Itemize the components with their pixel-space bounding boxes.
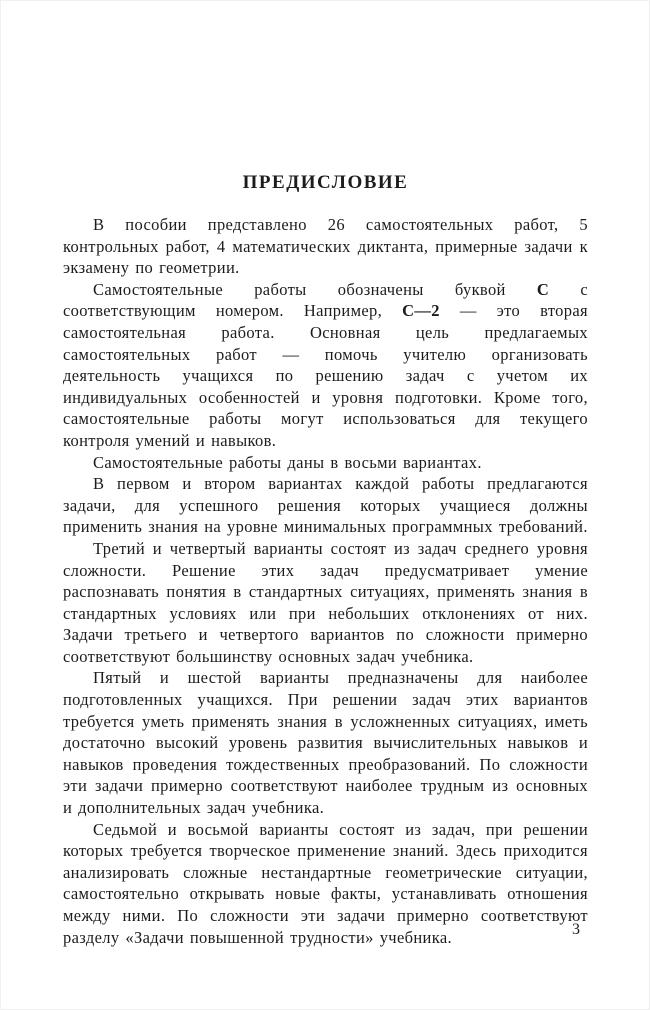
paragraph: В пособии представлено 26 самостоятельных работ, 5 контрольных работ, 4 математических диктанта, примерные задачи к экзамену по геометрии. xyxy=(63,215,588,278)
paragraph: В первом и втором вариантах каждой работы предлагаются задачи, для успешного решения которых учащиеся должны применить знания на уровне минимальных программных требований. xyxy=(63,474,588,537)
paragraphs xyxy=(63,214,588,948)
paragraph: Седьмой и восьмой варианты состоят из задач, при решении которых требуется творческое применение знаний. Здесь приходится анализировать сложные нестандартные геометрические ситуации, самостоятельно открывать новые факты, устанавливать отношения между ними. По сложности эти задачи примерно соответствуют разделу «Задачи повышенной трудности» учебника. xyxy=(63,819,588,947)
paragraph: Третий и четвертый варианты состоят из задач среднего уровня сложности. Решение этих задач предусматривает умение распознавать понятия в стандартных ситуациях, применять знания в стандартных условиях или при небольших отклонениях от них. Задачи третьего и четвертого вариантов по сложности примерно соответствуют большинству основных задач учебника. xyxy=(63,538,588,666)
page-content xyxy=(63,172,588,948)
page-title: ПРЕДИСЛОВИЕ xyxy=(242,172,409,193)
page-number: 3 xyxy=(572,921,580,938)
paragraph: Самостоятельные работы даны в восьми вариантах. xyxy=(93,452,482,472)
paragraph: Пятый и шестой варианты предназначены для наиболее подготовленных учащихся. При решении задач этих вариантов требуется уметь применять знания в усложненных ситуациях, иметь достаточно высокий уровень развития вычислительных навыков и навыков проведения тождественных преобразований. По сложности эти задачи примерно соответствуют наиболее трудным из основных и дополнительных задач учебника. xyxy=(63,668,588,818)
paragraph: Самостоятельные работы обозначены буквой С с соответствующим номером. Например, С—2 — это вторая самостоятельная работа. Основная цель предлагаемых самостоятельных работ — помочь учителю организовать деятельность учащихся по решению задач с учетом их индивидуальных особенностей и уровня подготовки. Кроме того, самостоятельные работы могут использоваться для текущего контроля умений и навыков. xyxy=(63,279,588,450)
